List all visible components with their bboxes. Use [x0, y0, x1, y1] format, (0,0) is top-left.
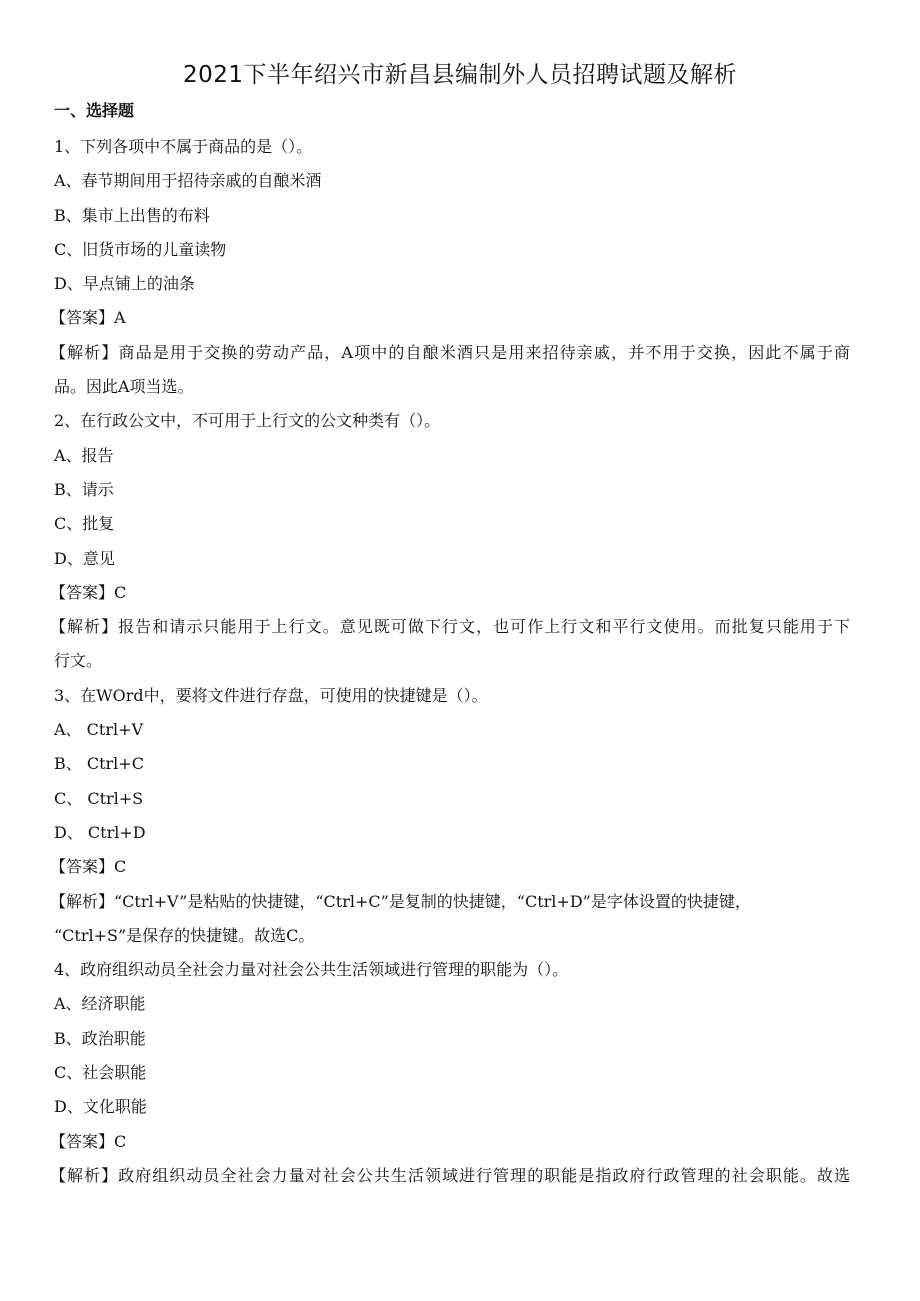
- analysis-line: 【解析】政府组织动员全社会力量对社会公共生活领域进行管理的职能是指政府行政管理的社会职能。故选: [50, 1165, 850, 1185]
- analysis-line: 【解析】“Ctrl+V”是粘贴的快捷键，“Ctrl+C”是复制的快捷键，“Ctrl+D”是字体设置的快捷键，: [50, 891, 751, 911]
- question-list: [50, 130, 854, 1193]
- analysis-line: “Ctrl+S”是保存的快捷键。故选C。: [54, 925, 315, 945]
- question-1: [50, 130, 854, 404]
- option-b: B、政治职能: [54, 1028, 146, 1048]
- option-a: A、报告: [54, 445, 114, 465]
- option-c: C、批复: [54, 514, 115, 534]
- question-4: [50, 953, 854, 1193]
- option-d: D、文化职能: [54, 1097, 147, 1117]
- answer: 【答案】C: [50, 1131, 127, 1151]
- section-heading: 一、选择题: [54, 101, 135, 120]
- option-b: B、集市上出售的布料: [54, 205, 210, 225]
- option-b: B、请示: [54, 479, 114, 499]
- analysis-line: 品。因此A项当选。: [54, 377, 194, 397]
- answer: 【答案】A: [50, 308, 126, 328]
- analysis-line: 行文。: [54, 651, 103, 671]
- answer: 【答案】C: [50, 582, 127, 602]
- option-a: A、春节期间用于招待亲戚的自酿米酒: [54, 171, 322, 191]
- option-a: A、 Ctrl+V: [54, 720, 144, 740]
- question-stem: 1、下列各项中不属于商品的是（）。: [54, 137, 313, 156]
- question-stem: 4、政府组织动员全社会力量对社会公共生活领域进行管理的职能为（）。: [54, 960, 569, 980]
- option-c: C、旧货市场的儿童读物: [54, 239, 227, 259]
- answer: 【答案】C: [50, 857, 127, 877]
- question-stem: 2、在行政公文中，不可用于上行文的公文种类有（）。: [54, 411, 441, 431]
- question-stem: 3、在WOrd中，要将文件进行存盘，可使用的快捷键是（）。: [54, 685, 488, 705]
- option-d: D、 Ctrl+D: [54, 822, 146, 842]
- question-3: [50, 679, 854, 953]
- question-2: [50, 404, 854, 678]
- option-c: C、 Ctrl+S: [54, 788, 144, 808]
- option-c: C、社会职能: [54, 1063, 147, 1083]
- document-title: 2021下半年绍兴市新昌县编制外人员招聘试题及解析: [182, 62, 738, 88]
- option-a: A、经济职能: [54, 994, 146, 1014]
- option-d: D、意见: [54, 548, 115, 568]
- option-d: D、早点铺上的油条: [54, 274, 195, 294]
- analysis-line: 【解析】商品是用于交换的劳动产品，A项中的自酿米酒只是用来招待亲戚，并不用于交换，因此不属于商: [50, 342, 850, 362]
- option-b: B、 Ctrl+C: [54, 754, 144, 774]
- analysis-line: 【解析】报告和请示只能用于上行文。意见既可做下行文，也可作上行文和平行文使用。而批复只能用于下: [50, 617, 850, 637]
